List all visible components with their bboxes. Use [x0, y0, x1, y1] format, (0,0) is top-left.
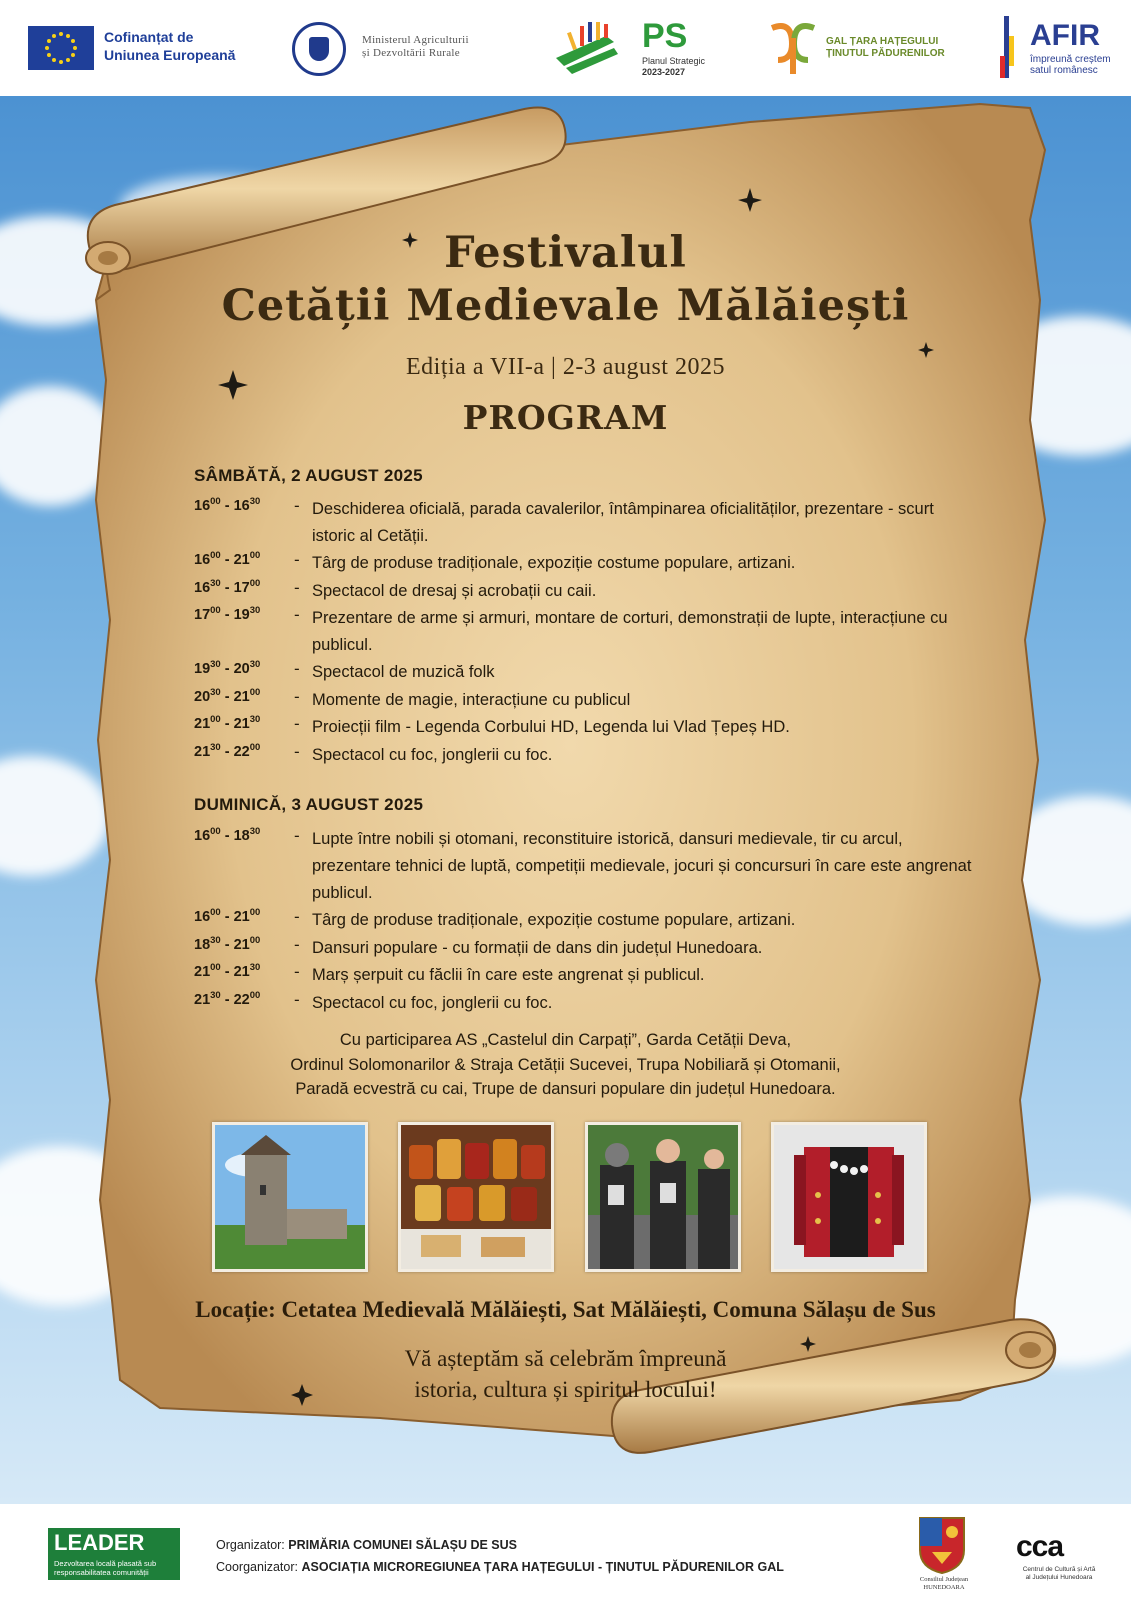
schedule-row: [194, 935, 974, 963]
end-minute: 30: [249, 605, 261, 616]
schedule-row: [194, 826, 974, 907]
footer-bar: [0, 1504, 1131, 1600]
end-hour: 18: [233, 827, 250, 844]
ministry-line2: și Dezvoltării Rurale: [362, 47, 460, 59]
gal-line1: GAL ȚARA HAȚEGULUI: [826, 36, 939, 47]
end-hour: 20: [233, 660, 250, 677]
start-minute: 00: [210, 714, 221, 725]
schedule-row: [194, 714, 974, 742]
traditional-products-photo: [398, 1122, 554, 1272]
afir-sub-line2: satul românesc: [1030, 65, 1098, 76]
invite-line2: istoria, cultura și spiritul locului!: [414, 1377, 717, 1402]
start-hour: 21: [194, 991, 211, 1008]
schedule-time: $21^{30} - 22^{00}$: [194, 989, 261, 1008]
end-hour: 22: [233, 991, 250, 1008]
dash-separator: -: [294, 550, 300, 569]
start-minute: 30: [210, 686, 221, 698]
cca-logo-text: cca: [1016, 1530, 1064, 1563]
schedule-description: Spectacol cu foc, jonglerii cu foc.: [312, 745, 553, 764]
end-minute: 30: [249, 659, 261, 670]
dash-separator: -: [294, 907, 300, 926]
end-minute: 00: [249, 907, 261, 918]
schedule-time: $16^{30} - 17^{00}$: [194, 577, 261, 596]
organizer-name: PRIMĂRIA COMUNEI SĂLAȘU DE SUS: [288, 1538, 517, 1552]
saturday-heading: SÂMBĂTĂ, 2 AUGUST 2025: [194, 466, 423, 485]
leader-subtitle: [54, 1559, 156, 1577]
end-minute: 00: [249, 741, 261, 753]
sunday-schedule: [194, 826, 974, 1017]
ps-text: PS: [642, 17, 688, 55]
county-council-text: [904, 1576, 984, 1592]
schedule-row: [194, 496, 974, 550]
dash-separator: -: [294, 962, 300, 981]
coorganizer-line: [216, 1560, 784, 1574]
schedule-description: Târg de produse tradiționale, expoziție costume populare, artizani.: [312, 554, 796, 572]
schedule-description: Deschiderea oficială, parada cavalerilor, întâmpinarea oficialităților, prezentare - scurt istoric al Cetății.: [312, 500, 934, 545]
coorganizer-label: Coorganizator:: [216, 1560, 298, 1574]
schedule-time: $21^{00} - 21^{30}$: [194, 714, 261, 732]
leader-title: LEADER: [54, 1530, 145, 1555]
schedule-time: $16^{00} - 21^{00}$: [194, 550, 261, 568]
dash-separator: -: [294, 826, 300, 845]
start-hour: 20: [194, 688, 211, 705]
schedule-time: $17^{00} - 19^{30}$: [194, 605, 261, 623]
schedule-description: Momente de magie, interacțiune cu publicul: [312, 690, 631, 709]
dash-separator: -: [294, 496, 300, 515]
start-hour: 16: [194, 827, 211, 844]
schedule-row: [194, 962, 974, 990]
end-hour: 21: [233, 715, 250, 732]
end-minute: 00: [249, 577, 261, 589]
schedule-description: Marș șerpuit cu făclii în care este angrenat și publicul.: [312, 966, 705, 984]
start-hour: 16: [194, 497, 211, 514]
start-minute: 00: [210, 550, 221, 561]
schedule-row: [194, 659, 974, 687]
gal-line2: ȚINUTUL PĂDURENILOR: [826, 48, 945, 59]
participants-text: [0, 1028, 1131, 1102]
end-hour: 17: [233, 579, 250, 596]
end-hour: 21: [233, 551, 250, 568]
schedule-row: [194, 605, 974, 659]
county-crest-icon: [918, 1516, 966, 1574]
dash-separator: -: [294, 989, 300, 1009]
eu-text-line2: Uniunea Europeană: [104, 47, 236, 63]
end-minute: 30: [249, 826, 261, 837]
start-hour: 16: [194, 551, 211, 568]
end-hour: 21: [233, 908, 250, 925]
end-minute: 30: [249, 714, 261, 725]
start-hour: 21: [194, 963, 211, 980]
end-hour: 21: [233, 936, 250, 953]
participants-line3: Paradă ecvestră cu cai, Trupe de dansuri populare din județul Hunedoara.: [295, 1080, 836, 1098]
schedule-description: Prezentare de arme și armuri, montare de corturi, demonstrații de lupte, interacțiune cu publicul.: [312, 609, 948, 654]
schedule-time: $16^{00} - 16^{30}$: [194, 496, 261, 514]
start-minute: 00: [210, 826, 221, 837]
participants-line1: Cu participarea AS „Castelul din Carpați”, Garda Cetății Deva,: [339, 1031, 792, 1049]
eu-text-line1: Cofinanțat de: [104, 29, 194, 45]
afir-sub-line1: împreună creștem: [1030, 54, 1111, 65]
festival-title-line1: Festivalul: [444, 228, 687, 278]
coorganizer-name: ASOCIAȚIA MICROREGIUNEA ȚARA HAȚEGULUI - ȚINUTUL PĂDURENILOR GAL: [301, 1560, 784, 1574]
participants-line2: Ordinul Solomonarilor & Straja Cetății Sucevei, Trupa Nobiliară și Otomanii,: [290, 1055, 841, 1074]
schedule-row: [194, 907, 974, 935]
start-minute: 30: [210, 577, 221, 589]
schedule-row: [194, 550, 974, 578]
start-minute: 00: [210, 496, 221, 507]
end-hour: 21: [233, 688, 250, 705]
festival-title-line2: Cetății Medievale Mălăiești: [221, 281, 910, 331]
schedule-time: $16^{00} - 18^{30}$: [194, 826, 261, 844]
cca-subtitle: [1004, 1566, 1114, 1582]
ministry-line1: Ministerul Agriculturii: [362, 34, 469, 46]
end-minute: 30: [249, 962, 261, 973]
edition-dates: Ediția a VII-a | 2-3 august 2025: [406, 354, 725, 380]
schedule-row: [194, 578, 974, 606]
program-heading: PROGRAM: [462, 398, 669, 437]
end-minute: 00: [249, 550, 261, 561]
start-hour: 19: [194, 660, 211, 677]
start-minute: 00: [210, 605, 221, 616]
dash-separator: -: [294, 741, 300, 761]
dash-separator: -: [294, 659, 300, 678]
organizer-label: Organizator:: [216, 1538, 285, 1552]
invitation-text: [0, 1343, 1131, 1405]
end-hour: 16: [233, 497, 250, 514]
schedule-description: Proiecții film - Legenda Corbului HD, Legenda lui Vlad Țepeș HD.: [312, 718, 790, 736]
castle-tower-photo: [212, 1122, 368, 1272]
start-minute: 00: [210, 962, 221, 973]
start-hour: 18: [194, 936, 211, 953]
schedule-time: $21^{30} - 22^{00}$: [194, 741, 261, 760]
schedule-description: Târg de produse tradiționale, expoziție costume populare, artizani.: [312, 911, 796, 929]
schedule-description: Spectacol de muzică folk: [312, 663, 495, 681]
schedule-row: [194, 687, 974, 715]
start-minute: 00: [210, 907, 221, 918]
schedule-row: [194, 742, 974, 770]
schedule-description: Lupte între nobili și otomani, reconstituire istorică, dansuri medievale, tir cu arcul, prezentare tehnici de luptă, competiții medievale, jocuri și concursuri în care este angrenat publicul.: [312, 830, 972, 902]
end-minute: 00: [249, 934, 261, 946]
sparkle-star-icon: [738, 188, 762, 212]
end-hour: 22: [233, 743, 250, 760]
start-minute: 30: [210, 741, 221, 753]
invite-line1: Vă așteptăm să celebrăm împreună: [404, 1346, 727, 1371]
start-hour: 16: [194, 908, 211, 925]
end-minute: 00: [249, 686, 261, 698]
location-text: Locație: Cetatea Medievală Mălăiești, Sat Mălăiești, Comuna Sălașu de Sus: [195, 1297, 936, 1322]
sunday-heading: DUMINICĂ, 3 AUGUST 2025: [194, 795, 424, 814]
organizer-line: [216, 1538, 517, 1552]
start-hour: 21: [194, 715, 211, 732]
dash-separator: -: [294, 577, 300, 597]
leader-logo: [48, 1528, 180, 1580]
dash-separator: -: [294, 934, 300, 954]
cca-sub-line1: Centrul de Cultură și Artă: [1022, 1566, 1096, 1573]
schedule-description: Dansuri populare - cu formații de dans din județul Hunedoara.: [312, 938, 763, 957]
schedule-time: $19^{30} - 20^{30}$: [194, 659, 261, 677]
crest-line1: Consiliul Județean: [919, 1576, 969, 1583]
saturday-schedule: [194, 496, 974, 769]
folk-costume-photo: [771, 1122, 927, 1272]
end-hour: 21: [233, 963, 250, 980]
crest-line2: HUNEDOARA: [923, 1584, 965, 1591]
schedule-description: Spectacol cu foc, jonglerii cu foc.: [312, 993, 553, 1012]
start-minute: 30: [210, 659, 221, 670]
end-hour: 19: [233, 606, 250, 623]
end-minute: 00: [249, 989, 261, 1001]
schedule-time: $18^{30} - 21^{00}$: [194, 934, 261, 953]
start-hour: 16: [194, 579, 211, 596]
leader-sub-line1: Dezvoltarea locală plasată sub: [54, 1559, 157, 1568]
start-hour: 17: [194, 606, 211, 623]
cca-sub-line2: al Județului Hunedoara: [1025, 1574, 1093, 1581]
dash-separator: -: [294, 686, 300, 706]
dash-separator: -: [294, 605, 300, 624]
schedule-time: $20^{30} - 21^{00}$: [194, 686, 261, 705]
schedule-time: $16^{00} - 21^{00}$: [194, 907, 261, 925]
start-minute: 30: [210, 934, 221, 946]
medieval-knights-photo: [585, 1122, 741, 1272]
afir-text: AFIR: [1030, 19, 1100, 52]
end-minute: 30: [249, 496, 261, 507]
ps-sub-line1: Planul Strategic: [642, 56, 706, 66]
schedule-time: $21^{00} - 21^{30}$: [194, 962, 261, 980]
leader-sub-line2: responsabilitatea comunității: [54, 1568, 149, 1577]
schedule-row: [194, 990, 974, 1018]
schedule-description: Spectacol de dresaj și acrobații cu caii.: [312, 581, 597, 600]
start-hour: 21: [194, 743, 211, 760]
dash-separator: -: [294, 714, 300, 733]
ps-sub-line2: 2023-2027: [642, 67, 686, 77]
start-minute: 30: [210, 989, 221, 1001]
